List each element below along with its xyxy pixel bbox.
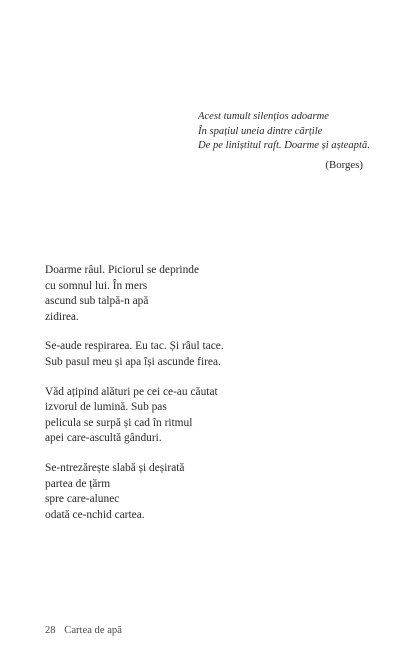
poem-body [45, 263, 375, 537]
stanza [45, 263, 375, 325]
poem-line: ascund sub talpă-n apă [45, 295, 149, 308]
poem-line: odată ce-nchid cartea. [45, 508, 145, 521]
book-title: Cartea de apă [64, 625, 122, 636]
poem-line: pelicula se surpă și cad în ritmul [45, 416, 193, 429]
poem-line: Văd ațipind alături pe cei ce-au căutat [45, 385, 218, 398]
poem-line: Se-ntrezărește slabă și deșirată [45, 461, 185, 474]
poem-line: spre care-alunec [45, 493, 120, 506]
epigraph-line: În spațiul uneia dintre cărțile [198, 125, 323, 137]
epigraph [198, 110, 398, 154]
poem-line: partea de țărm [45, 477, 111, 490]
poem-line: zidirea. [45, 310, 79, 323]
poem-line: Sub pasul meu și apa își ascunde firea. [45, 355, 221, 368]
stanza [45, 461, 375, 523]
stanza [45, 385, 375, 447]
poem-line: cu somnul lui. În mers [45, 279, 148, 292]
epigraph-line: Acest tumult silențios adoarme [198, 111, 329, 122]
poem-line: izvorul de lumină. Sub pas [45, 401, 167, 414]
poem-line: Doarme râul. Piciorul se deprinde [45, 264, 200, 276]
page-number: 28 [45, 625, 56, 636]
epigraph-attribution: (Borges) [325, 159, 363, 171]
epigraph-line: De pe liniștitul raft. Doarme și așteaptă. [198, 140, 370, 152]
page-footer [45, 624, 122, 638]
stanza [45, 339, 375, 370]
poem-line: Se-aude respirarea. Eu tac. Și râul tace. [45, 340, 224, 353]
poem-line: apei care-ascultă gânduri. [45, 432, 162, 445]
